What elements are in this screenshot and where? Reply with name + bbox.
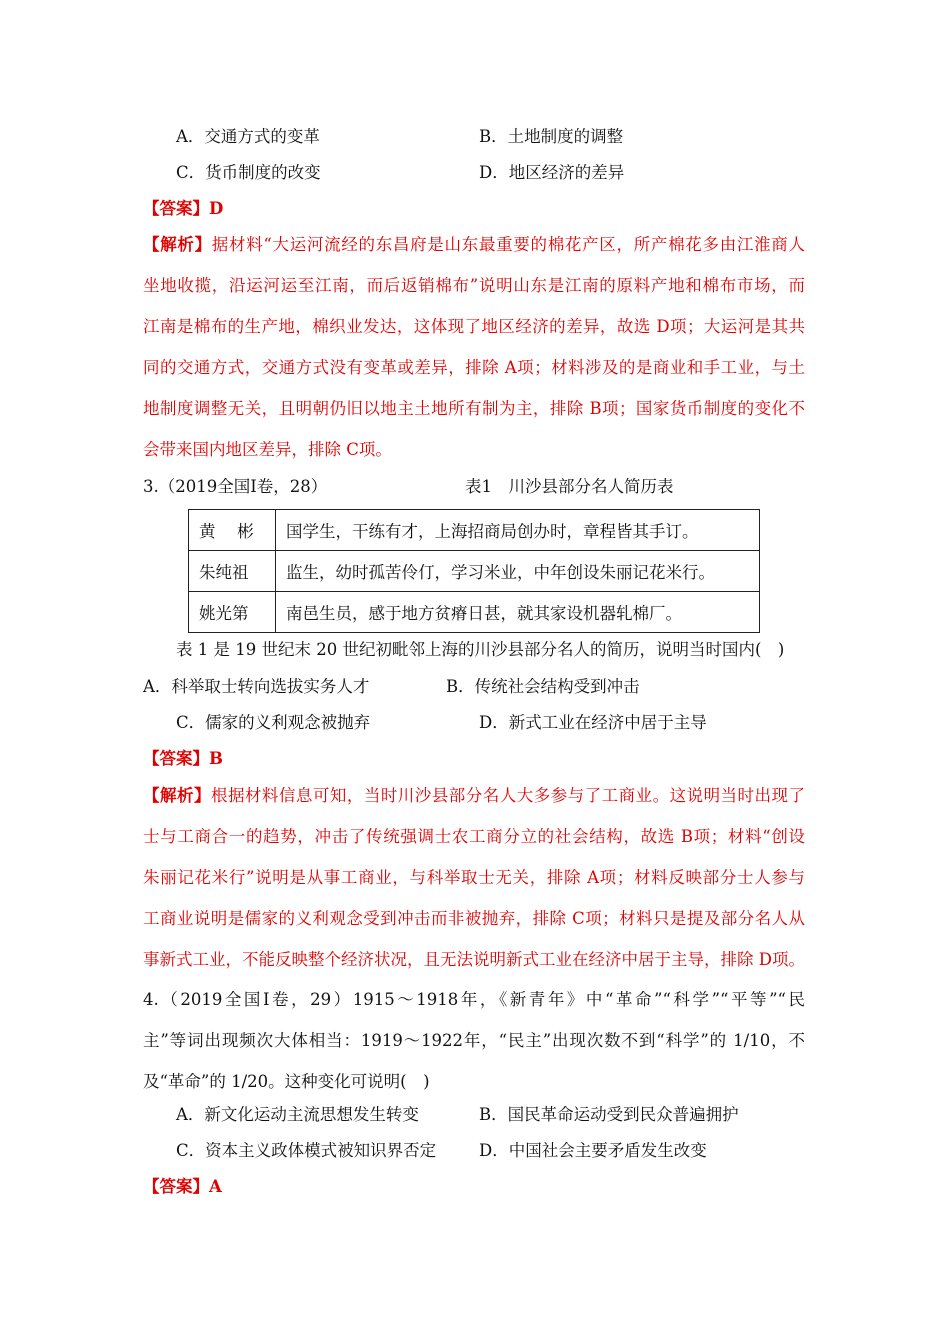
- table-cell-desc: 国学生，干练有才，上海招商局创办时，章程皆其手订。: [276, 510, 760, 551]
- q3-table-title: 表1 川沙县部分名人简历表: [465, 477, 674, 496]
- table-cell-name: 姚光第: [189, 592, 276, 633]
- q3-option-d: D．新式工业在经济中居于主导: [479, 713, 707, 732]
- q3-option-b: B．传统社会结构受到冲击: [446, 677, 640, 696]
- q2-option-d: D．地区经济的差异: [479, 163, 625, 182]
- q4-option-c: C．资本主义政体模式被知识界否定: [176, 1141, 437, 1160]
- q3-analysis-line-1: 【解析】根据材料信息可知，当时川沙县部分名人大多参与了工商业。这说明当时出现了: [143, 786, 806, 805]
- q4-option-b: B．国民革命运动受到民众普遍拥护: [479, 1105, 739, 1124]
- q4-answer: 【答案】A: [143, 1177, 222, 1196]
- q2-option-a: A．交通方式的变革: [176, 127, 320, 146]
- q3-header: 3.（2019全国Ⅰ卷，28）: [143, 477, 328, 496]
- table-cell-desc: 监生，幼时孤苦伶仃，学习米业，中年创设朱丽记花米行。: [276, 551, 760, 592]
- q2-option-c: C．货币制度的改变: [176, 163, 321, 182]
- q2-analysis-line-6: 会带来国内地区差异，排除 C项。: [143, 440, 392, 459]
- q3-option-c: C．儒家的义利观念被抛弃: [176, 713, 371, 732]
- q3-bio-table: [188, 509, 760, 633]
- table-cell-name: 朱纯祖: [189, 551, 276, 592]
- table-cell-desc: 南邑生员，感于地方贫瘠日甚，就其家设机器轧棉厂。: [276, 592, 760, 633]
- q2-analysis-line-4: 同的交通方式，交通方式没有变革或差异，排除 A项；材料涉及的是商业和手工业，与土: [143, 358, 805, 377]
- q3-analysis-line-3: 朱丽记花米行”说明是从事工商业，与科举取士无关，排除 A项；材料反映部分士人参与: [143, 868, 805, 887]
- q4-stem-line-3: 及“革命”的 1/20。这种变化可说明( ): [143, 1072, 430, 1091]
- q4-stem-line-2: 主”等词出现频次大体相当：1919～1922年，“民主”出现次数不到“科学”的 1/10，不: [143, 1031, 805, 1050]
- q3-stem: 表 1 是 19 世纪末 20 世纪初毗邻上海的川沙县部分名人的简历，说明当时国内( ): [176, 640, 785, 659]
- q4-option-d: D．中国社会主要矛盾发生改变: [479, 1141, 707, 1160]
- table-cell-name: 黄 彬: [189, 510, 276, 551]
- q4-option-a: A．新文化运动主流思想发生转变: [176, 1105, 419, 1124]
- q2-answer: 【答案】D: [143, 199, 224, 218]
- table-row: [189, 510, 760, 551]
- table-row: [189, 551, 760, 592]
- q2-analysis-line-3: 江南是棉布的生产地，棉织业发达，这体现了地区经济的差异，故选 D项；大运河是其共: [143, 317, 805, 336]
- q3-analysis-line-4: 工商业说明是儒家的义利观念受到冲击而非被抛弃，排除 C项；材料只是提及部分名人从: [143, 909, 805, 928]
- q2-analysis-line-2: 坐地收揽，沿运河运至江南，而后返销棉布”说明山东是江南的原料产地和棉布市场，而: [143, 276, 805, 295]
- q3-analysis-line-5: 事新式工业，不能反映整个经济状况，且无法说明新式工业在经济中居于主导，排除 D项。: [143, 950, 805, 969]
- q3-answer: 【答案】B: [143, 749, 223, 768]
- q2-option-b: B．土地制度的调整: [479, 127, 624, 146]
- q4-stem-line-1: 4.（2019全国Ⅰ卷，29）1915～1918年，《新青年》中“革命”“科学”“平等”“民: [143, 990, 805, 1009]
- table-row: [189, 592, 760, 633]
- q3-option-a: A．科举取士转向选拔实务人才: [143, 677, 370, 696]
- q2-analysis-line-1: 【解析】据材料“大运河流经的东昌府是山东最重要的棉花产区，所产棉花多由江淮商人: [143, 235, 805, 254]
- q2-analysis-line-5: 地制度调整无关，且明朝仍旧以地主土地所有制为主，排除 B项；国家货币制度的变化不: [143, 399, 805, 418]
- q3-analysis-line-2: 士与工商合一的趋势，冲击了传统强调士农工商分立的社会结构，故选 B项；材料“创设: [143, 827, 805, 846]
